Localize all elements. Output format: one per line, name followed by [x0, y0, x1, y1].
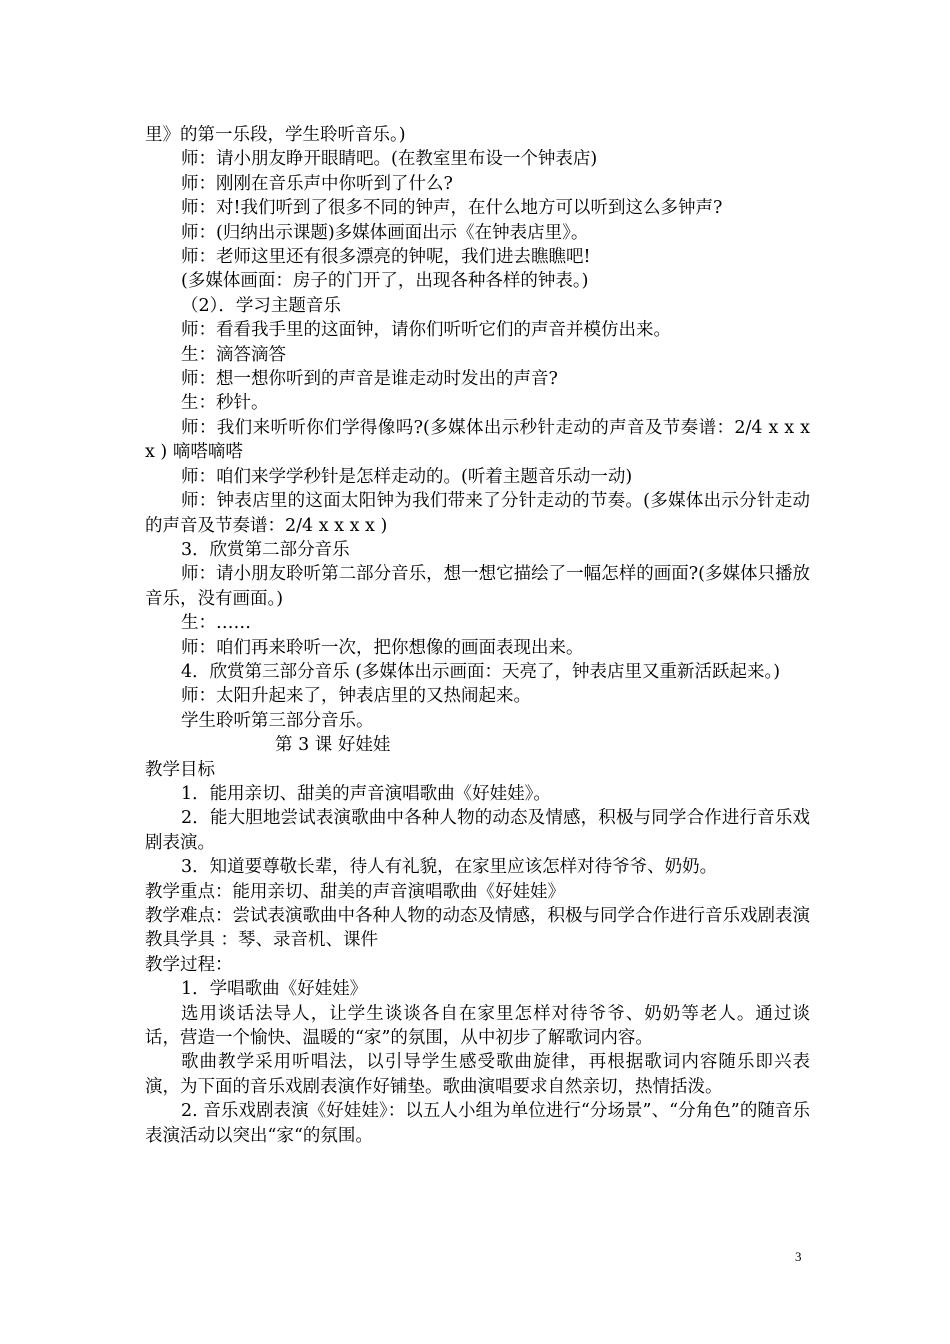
- paragraph: 师：老师这里还有很多漂亮的钟呢，我们进去瞧瞧吧!: [181, 247, 591, 268]
- paragraph: 1．能用亲切、甜美的声音演唱歌曲《好娃娃》。: [181, 783, 551, 804]
- paragraph: 师：太阳升起来了，钟表店里的又热闹起来。: [181, 686, 531, 707]
- lesson-title: 第 3 课 好娃娃: [275, 735, 391, 756]
- paragraph: 师：对!我们听到了很多不同的钟声，在什么地方可以听到这么多钟声?: [181, 198, 723, 219]
- paragraph: 3．知道要尊敬长辈，待人有礼貌，在家里应该怎样对待爷爷、奶奶。: [181, 857, 718, 878]
- paragraph: 3．欣赏第二部分音乐: [181, 539, 350, 560]
- paragraph: 生：……: [181, 613, 251, 634]
- paragraph: 师：请小朋友聆听第二部分音乐，想一想它描绘了一幅怎样的画面?(多媒体只播放音乐，没有画面。): [145, 564, 810, 609]
- paragraph: 选用谈话法导人，让学生谈谈各自在家里怎样对待爷爷、奶奶等老人。通过谈话，营造一个愉快、温暖的“家”的氛围，从中初步了解歌词内容。: [145, 1003, 810, 1049]
- paragraph: 里》的第一乐段，学生聆听音乐。): [145, 125, 406, 145]
- paragraph: 教学难点：尝试表演歌曲中各种人物的动态及情感，积极与同学合作进行音乐戏剧表演: [145, 906, 810, 926]
- paragraph: 师：钟表店里的这面太阳钟为我们带来了分针走动的节奏。(多媒体出示分针走动的声音及节奏谱：2/4 x x x x ): [145, 491, 810, 536]
- paragraph: 歌曲教学采用听唱法，以引导学生感受歌曲旋律，再根据歌词内容随乐即兴表演，为下面的音乐戏剧表演作好铺垫。歌曲演唱要求自然亲切，热情括泼。: [145, 1052, 810, 1097]
- paragraph: 2．能大胆地尝试表演歌曲中各种人物的动态及情感，积极与同学合作进行音乐戏剧表演。: [145, 808, 810, 853]
- paragraph: 生：秒针。: [181, 393, 269, 414]
- page-number: 3: [795, 1249, 802, 1264]
- paragraph: 教具学具 ：琴、录音机、课件: [145, 930, 379, 951]
- document-body: [145, 123, 810, 1148]
- paragraph: 4．欣赏第三部分音乐 (多媒体出示画面：天亮了，钟表店里又重新活跃起来。): [181, 661, 781, 682]
- paragraph: 学生聆听第三部分音乐。: [181, 710, 374, 731]
- paragraph: 师：看看我手里的这面钟，请你们听听它们的声音并模仿出来。: [181, 320, 671, 341]
- paragraph: 教学目标: [145, 759, 215, 780]
- paragraph: 师：想一想你听到的声音是谁走动时发出的声音?: [181, 369, 558, 390]
- paragraph: 师：咱们再来聆听一次，把你想像的画面表现出来。: [181, 637, 584, 658]
- paragraph: 教学重点：能用亲切、甜美的声音演唱歌曲《好娃娃》: [145, 881, 565, 902]
- paragraph: 1．学唱歌曲《好娃娃》: [181, 979, 368, 1000]
- paragraph: 生：滴答滴答: [181, 344, 286, 365]
- paragraph: 教学过程：: [145, 954, 233, 975]
- paragraph: 师：请小朋友睁开眼睛吧。(在教室里布设一个钟表店): [181, 149, 598, 170]
- paragraph: 师：咱们来学学秒针是怎样走动的。(听着主题音乐动一动): [181, 466, 633, 487]
- paragraph: 师：我们来听听你们学得像吗?(多媒体出示秒针走动的声音及节奏谱：2/4 x x x x ) 嘀嗒嘀嗒: [145, 417, 810, 463]
- paragraph: 师：刚刚在音乐声中你听到了什么?: [181, 173, 453, 194]
- paragraph: 师：(归纳出示课题)多媒体画面出示《在钟表店里》。: [181, 222, 589, 243]
- paragraph: (多媒体画面：房子的门开了，出现各种各样的钟表。): [181, 271, 589, 292]
- paragraph: 2. 音乐戏剧表演《好娃娃》：以五人小组为单位进行“分场景”、“分角色”的随音乐表演活动以突出“家“的氛围。: [145, 1101, 810, 1146]
- paragraph: （2）．学习主题音乐: [181, 295, 341, 316]
